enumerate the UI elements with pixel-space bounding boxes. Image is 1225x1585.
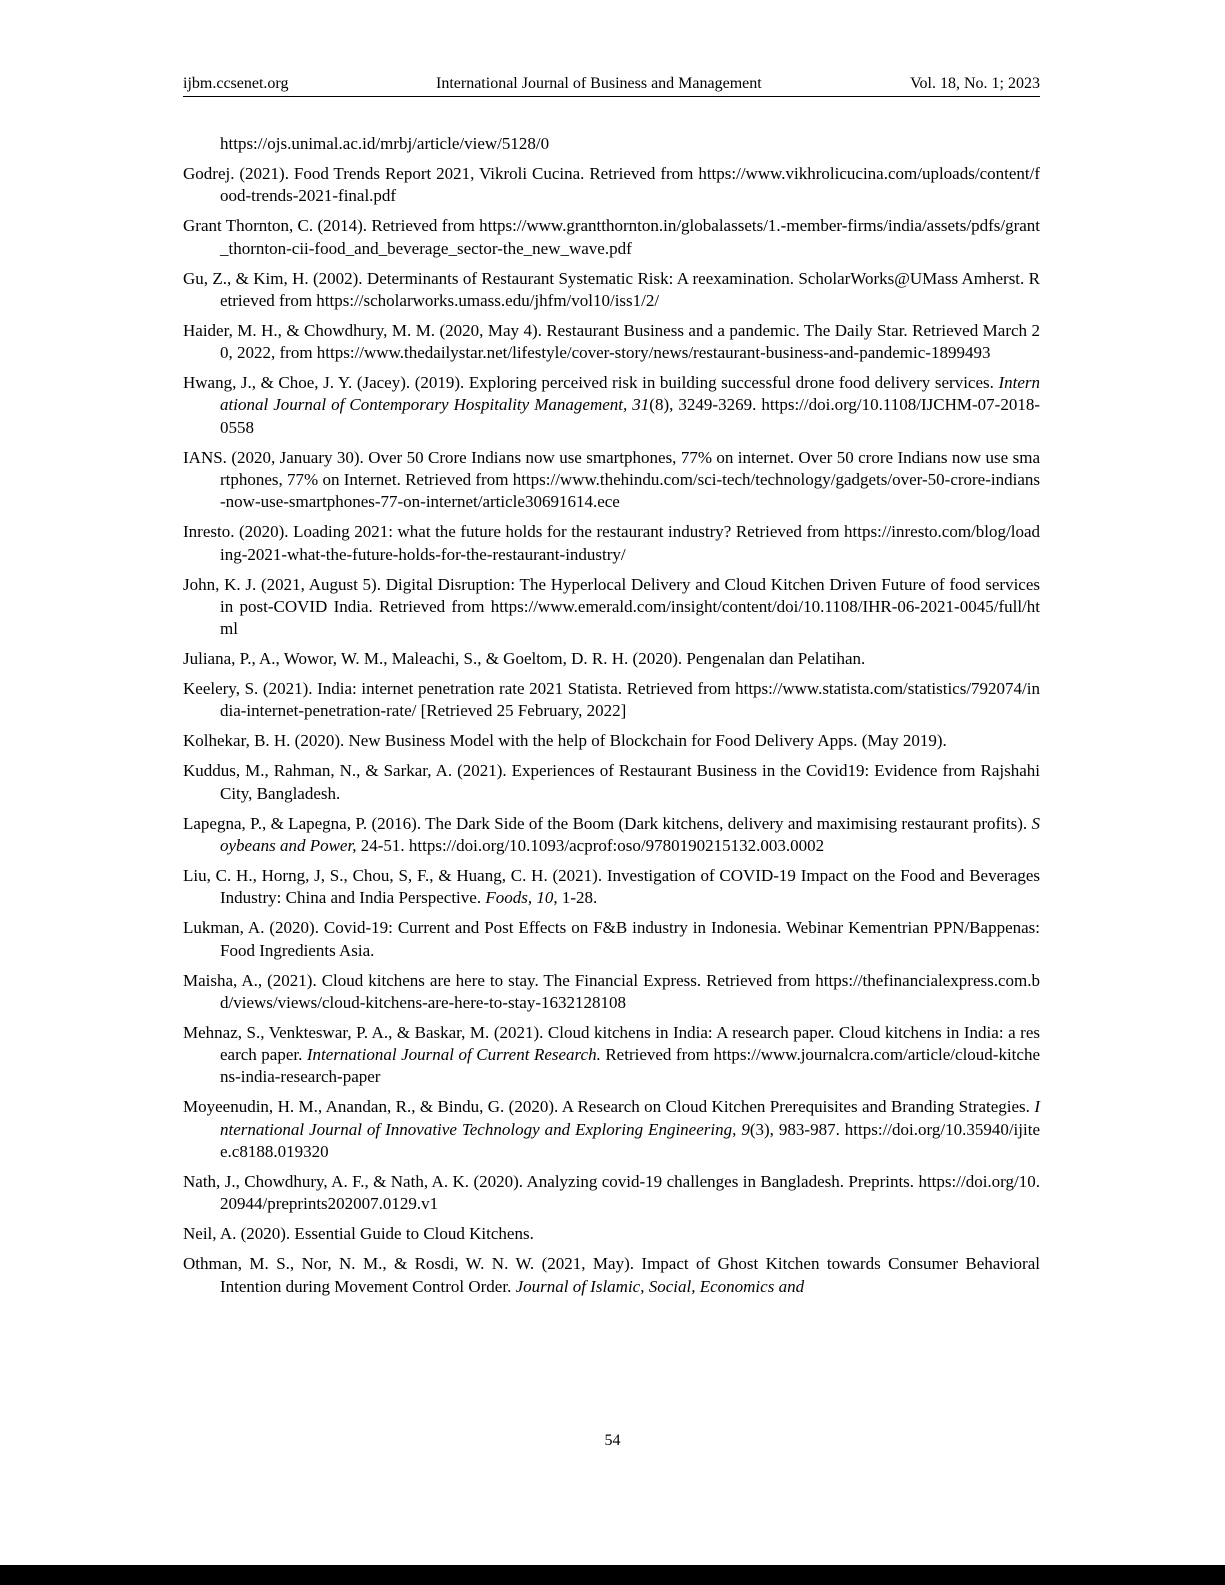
reference-text: , 1-28. (553, 888, 598, 908)
header-journal-title: International Journal of Business and Management (436, 75, 762, 92)
reference-entry: Neil, A. (2020). Essential Guide to Cloud Kitchens. (183, 1224, 534, 1244)
page-header (183, 70, 1040, 97)
reference-journal: Foods, 10 (485, 888, 554, 908)
reference-entry (183, 1022, 1040, 1089)
reference-entry: https://ojs.unimal.ac.id/mrbj/article/view/5128/0 (220, 134, 550, 153)
reference-entry: Inresto. (2020). Loading 2021: what the future holds for the restaurant industry? Retrieved from https://inresto.com/blog/loading-2021-what-the-future-holds-for-the-restaurant-industry/ (183, 522, 1040, 564)
reference-text: Moyeenudin, H. M., Anandan, R., & Bindu, G. (2020). A Research on Cloud Kitchen Prerequisites and Branding Strategies. (183, 1097, 1035, 1117)
header-volume: Vol. 18, No. 1; 2023 (910, 75, 1040, 92)
reference-entry: Lukman, A. (2020). Covid-19: Current and Post Effects on F&B industry in Indonesia. Webinar Kementrian PPN/Bappenas: Food Ingredients Asia. (183, 918, 1040, 960)
reference-entry: Kuddus, M., Rahman, N., & Sarkar, A. (2021). Experiences of Restaurant Business in the Covid19: Evidence from Rajshahi City, Bangladesh. (183, 761, 1040, 803)
reference-entry: Haider, M. H., & Chowdhury, M. M. (2020, May 4). Restaurant Business and a pandemic. The Daily Star. Retrieved March 20, 2022, from https://www.thedailystar.net/lifestyle/cover-story/news/restaurant-business-and-pandemic-1899493 (183, 320, 1040, 363)
reference-list (183, 133, 1040, 1305)
reference-text: Hwang, J., & Choe, J. Y. (Jacey). (2019). Exploring perceived risk in building successful drone food delivery services. (183, 373, 999, 393)
reference-text: Retrieved from https://www.journalcra.com/article/cloud-kitchens-india-research-paper (220, 1045, 1040, 1087)
reference-entry: John, K. J. (2021, August 5). Digital Disruption: The Hyperlocal Delivery and Cloud Kitchen Driven Future of food services in post-COVID India. Retrieved from https://www.emerald.com/insight/content/doi/10.1108/IHR-06-2021-0045/full/html (183, 574, 1040, 639)
reference-text: Mehnaz, S., Venkteswar, P. A., & Baskar, M. (2021). Cloud kitchens in India: A research paper. Cloud kitchens in India: a research paper. (183, 1022, 1040, 1065)
reference-entry: Keelery, S. (2021). India: internet penetration rate 2021 Statista. Retrieved from https://www.statista.com/statistics/792074/india-internet-penetration-rate/ [Retrieved 25 February, 2022] (183, 679, 1040, 721)
reference-entry: Godrej. (2021). Food Trends Report 2021, Vikroli Cucina. Retrieved from https://www.vikhrolicucina.com/uploads/content/food-trends-2021-final.pdf (183, 163, 1040, 206)
reference-journal: Soybeans and Power, (220, 813, 1040, 855)
reference-text: (8), 3249-3269. https://doi.org/10.1108/IJCHM-07-2018-0558 (220, 395, 1040, 437)
reference-entry (183, 1253, 1040, 1298)
reference-entry (183, 813, 1040, 858)
reference-entry: Grant Thornton, C. (2014). Retrieved from https://www.grantthornton.in/globalassets/1.-member-firms/india/assets/pdfs/grant_thornton-cii-food_and_beverage_sector-the_new_wave.pdf (183, 216, 1040, 258)
reference-entry: Maisha, A., (2021). Cloud kitchens are here to stay. The Financial Express. Retrieved from https://thefinancialexpress.com.bd/views/views/cloud-kitchens-are-here-to-stay-1632128108 (183, 970, 1040, 1012)
reference-journal: International Journal of Innovative Technology and Exploring Engineering, 9 (220, 1097, 1040, 1139)
reference-entry: Nath, J., Chowdhury, A. F., & Nath, A. K. (2020). Analyzing covid-19 challenges in Bangladesh. Preprints. https://doi.org/10.20944/preprints202007.0129.v1 (183, 1171, 1040, 1214)
reference-text: (3), 983-987. https://doi.org/10.35940/ijitee.c8188.019320 (220, 1119, 1040, 1161)
reference-text: Othman, M. S., Nor, N. M., & Rosdi, W. N. W. (2021, May). Impact of Ghost Kitchen towards Consumer Behavioral Intention during Movement Control Order. (183, 1254, 1040, 1296)
reference-journal: International Journal of Contemporary Hospitality Management, 31 (220, 373, 1040, 415)
reference-journal: Journal of Islamic, Social, Economics and (515, 1276, 805, 1296)
reference-entry (183, 865, 1040, 910)
reference-journal: International Journal of Current Research. (306, 1045, 601, 1065)
reference-entry (183, 1096, 1040, 1163)
reference-text: Lapegna, P., & Lapegna, P. (2016). The Dark Side of the Boom (Dark kitchens, delivery and maximising restaurant profits). (183, 813, 1032, 833)
reference-text: Liu, C. H., Horng, J, S., Chou, S, F., & Huang, C. H. (2021). Investigation of COVID-19 Impact on the Food and Beverages Industry: China and India Perspective. (183, 865, 1040, 908)
reference-entry: Kolhekar, B. H. (2020). New Business Model with the help of Blockchain for Food Delivery Apps. (May 2019). (183, 731, 947, 751)
header-site: ijbm.ccsenet.org (183, 75, 289, 92)
reference-entry: Juliana, P., A., Wowor, W. M., Maleachi, S., & Goeltom, D. R. H. (2020). Pengenalan dan Pelatihan. (183, 649, 866, 669)
reference-entry (183, 372, 1040, 439)
reference-entry: Gu, Z., & Kim, H. (2002). Determinants of Restaurant Systematic Risk: A reexamination. ScholarWorks@UMass Amherst. Retrieved from https://scholarworks.umass.edu/jhfm/vol10/iss1/2/ (183, 268, 1040, 310)
page-number: 54 (604, 1432, 621, 1449)
bottom-border (0, 1565, 1225, 1585)
reference-entry: IANS. (2020, January 30). Over 50 Crore Indians now use smartphones, 77% on internet. Over 50 crore Indians now use smartphones, 77% on Internet. Retrieved from https://www.thehindu.com/sci-tech/technology/gadgets/over-50-crore-indians-now-use-smartphones-77-on-internet/article30691614.ece (183, 447, 1041, 512)
reference-text: 24-51. https://doi.org/10.1093/acprof:oso/9780190215132.003.0002 (356, 835, 825, 855)
